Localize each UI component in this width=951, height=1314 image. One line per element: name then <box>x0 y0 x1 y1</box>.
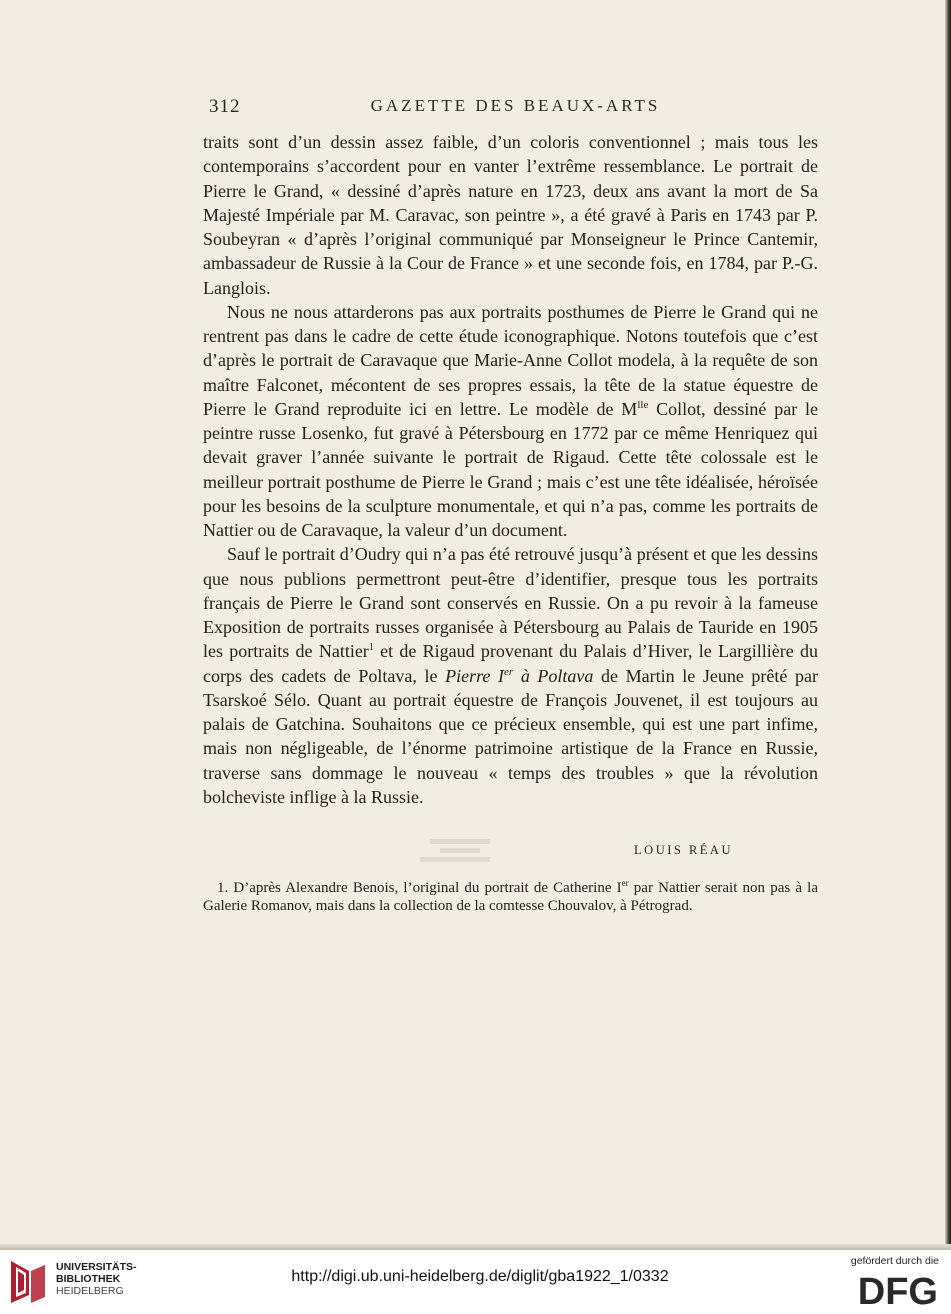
paragraph-3-text-part1: Sauf le portrait d’Oudry qui n’a pas été retrouvé jusqu’à présent et que les dessins que nous publions permettront peut-être d’identifier, presque tous les portraits français de Pierre le Grand sont conservés en Russie. On a pu revoir à la fameuse Exposition de portraits russes organisée à Pétersbourg au Palais de Tauride en 1905 les portraits de Nattier <box>203 544 818 662</box>
artwork-title-superscript: er <box>504 665 514 678</box>
paragraph-1 <box>203 130 818 300</box>
paragraph-2-text-after: Collot, dessiné par le peintre russe Losenko, fut gravé à Pétersbourg en 1772 par ce même Henriquez qui devait graver l’année suivante le portrait de Rigaud. Cette tête colossale est le meilleur portrait posthume de Pierre le Grand ; mais c’est une tête idéalisée, héroïsée pour les besoins de la sculpture monumentale, et qui n’a pas, comme les portraits de Nattier ou de Caravaque, la valeur d’un document. <box>203 398 818 540</box>
footnote-reference: 1 <box>368 642 374 654</box>
footnote-superscript: er <box>621 878 629 888</box>
paragraph-1-text: traits sont d’un dessin assez faible, d’un coloris conventionnel ; mais tous les contemporains s’accordent pour en vanter l’extrême ressemblance. Le portrait de Pierre le Grand, « dessiné d’après nature en 1723, deux ans avant la mort de Sa Majesté Impériale par M. Caravac, son peintre », a été gravé à Paris en 1743 par P. Soubeyran « d’après l’original communiqué par Monseigneur le Prince Cantemir, ambassadeur de Russie à la Cour de France » et une seconde fois, en 1784, par P.-G. Langlois. <box>203 132 818 298</box>
paragraph-2-text-before: Nous ne nous attarderons pas aux portraits posthumes de Pierre le Grand qui ne rentrent pas dans le cadre de cette étude iconographique. Notons toutefois que c’est d’après le portrait de Caravaque que Marie-Anne Collot modela, à la requête de son maître Falconet, mécontent de ses propres essais, la tête de la statue équestre de Pierre le Grand reproduite ici en lettre. Le modèle de M <box>203 301 818 419</box>
digitization-footer <box>0 1250 951 1314</box>
library-name-line-3: HEIDELBERG <box>56 1285 124 1297</box>
author-signature: LOUIS RÉAU <box>634 843 733 857</box>
permalink-url[interactable]: http://digi.ub.uni-heidelberg.de/diglit/gba1922_1/0332 <box>291 1268 669 1285</box>
title-abbreviation-superscript: lle <box>637 398 649 411</box>
artwork-title <box>445 666 593 686</box>
library-name <box>56 1261 137 1297</box>
footnote-text-after: par Nattier serait non pas à la Galerie Romanov, mais dans la collection de la comtesse Chouvalov, à Pétrograd. <box>203 880 819 914</box>
footnote <box>203 879 818 915</box>
university-library-logo-icon <box>8 1259 48 1305</box>
footnote-text-before: 1. D’après Alexandre Benois, l’original du portrait de Catherine I <box>217 880 622 896</box>
page-number: 312 <box>209 96 241 117</box>
funding-label: gefördert durch die <box>850 1255 939 1267</box>
page-edge-shadow <box>945 0 951 1250</box>
artwork-title-place: à Poltava <box>520 665 594 686</box>
paragraph-3-text-part2: et de Rigaud provenant du Palais d’Hiver, le Largillière du corps des cadets de Poltava, le <box>203 641 818 686</box>
running-head <box>203 96 818 120</box>
dfg-logo-text: DFG <box>857 1271 938 1307</box>
article-body <box>203 130 818 809</box>
journal-title: GAZETTE DES BEAUX-ARTS <box>370 96 661 115</box>
library-name-line-2: BIBLIOTHEK <box>56 1273 121 1285</box>
artwork-title-name: Pierre I <box>445 665 505 686</box>
paragraph-3-text-part3: de Martin le Jeune prêté par Tsarskoé Sélo. Quant au portrait équestre de François Jouvenet, il est toujours au palais de Gatchina. Souhaitons que ce précieux ensemble, qui est une part infime, mais non négligeable, de l’énorme patrimoine artistique de la France en Russie, traverse sans dommage le nouveau « temps des troubles » que la révolution bolcheviste inflige à la Russie. <box>203 665 818 807</box>
paragraph-3 <box>203 542 818 809</box>
dfg-logo <box>847 1271 939 1307</box>
paragraph-2 <box>203 300 818 543</box>
library-name-line-1: UNIVERSITÄTS- <box>56 1261 137 1273</box>
